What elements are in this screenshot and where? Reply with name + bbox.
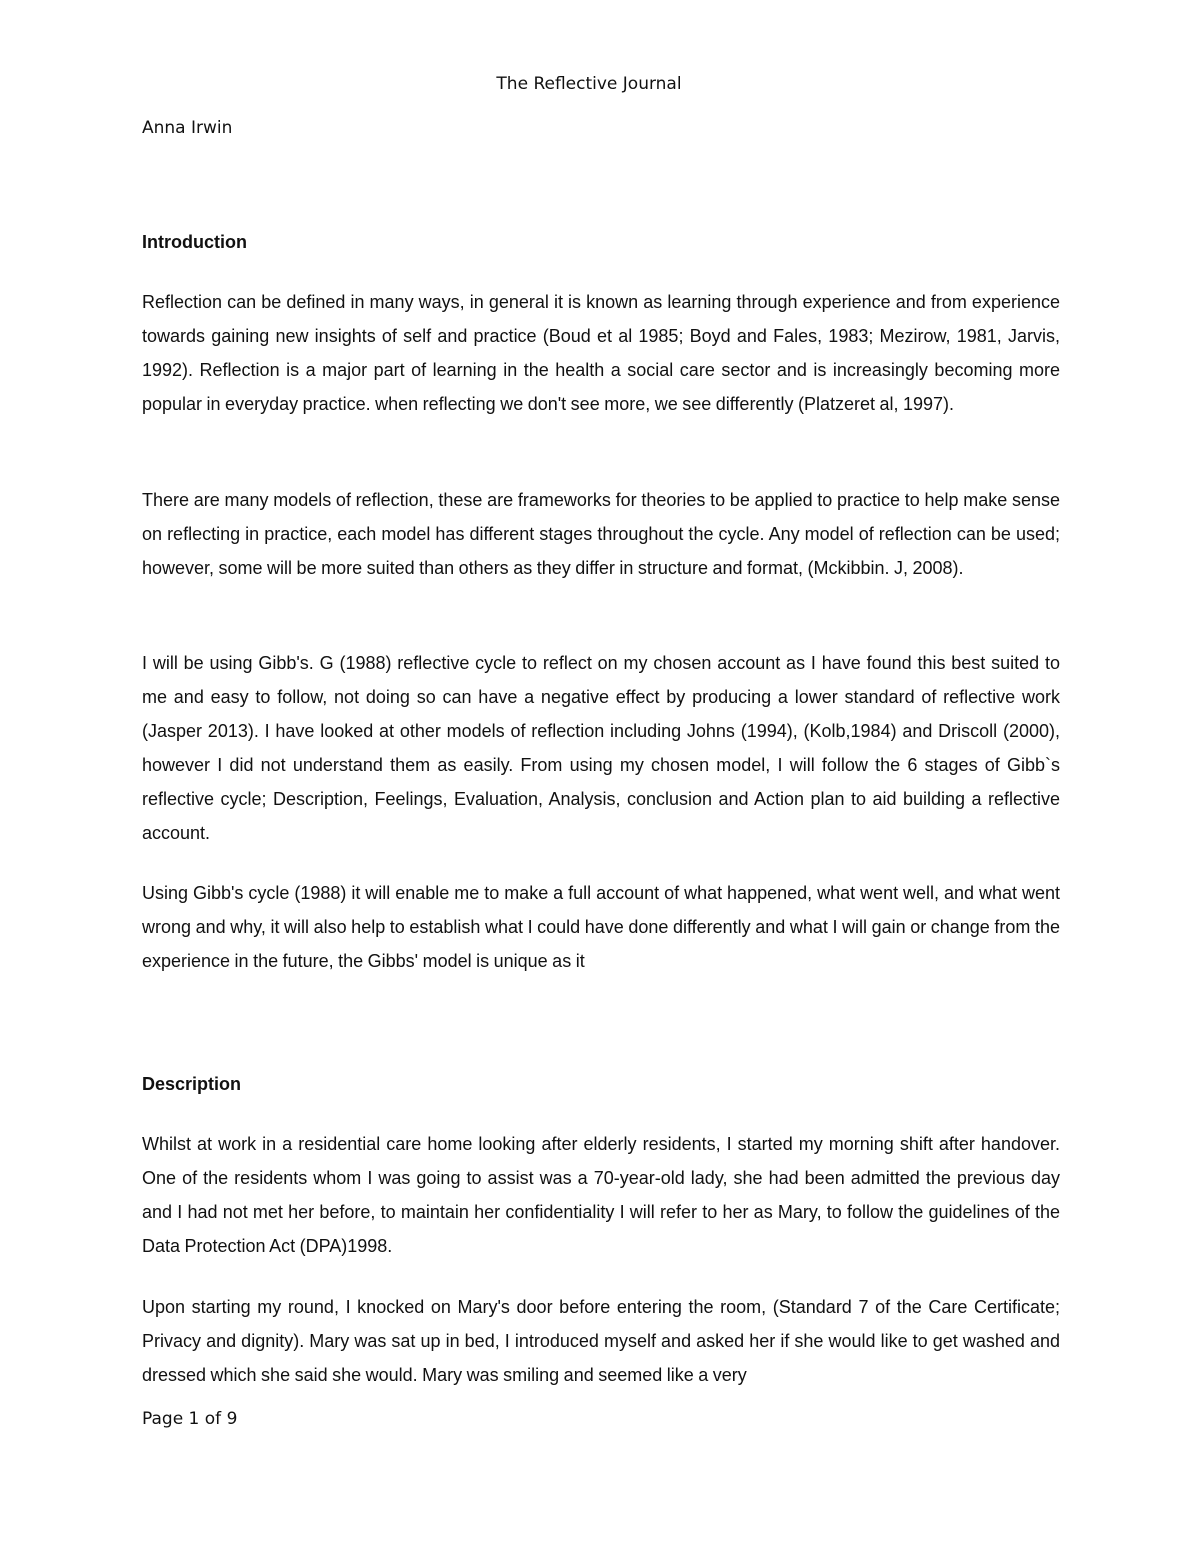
paragraph: There are many models of reflection, these are frameworks for theories to be applied to practice to help make sense on reflecting in practice, each model has different stages throughout the cycle. Any model of reflection can be used; however, some will be more suited than others as they differ in structure and format, (Mckibbin. J, 2008). — [142, 490, 1060, 578]
paragraph: Reflection can be defined in many ways, in general it is known as learning through experience and from experience towards gaining new insights of self and practice (Boud et al 1985; Boyd and Fales, 1983; Mezirow, 1981, Jarvis, 1992). Reflection is a major part of learning in the health a social care sector and is increasingly becoming more popular in everyday practice. when reflecting we don't see more, we see differently (Platzeret al, 1997). — [142, 292, 1060, 414]
section-heading-introduction: Introduction — [142, 232, 247, 252]
paragraph: Using Gibb's cycle (1988) it will enable me to make a full account of what happened, what went well, and what went wrong and why, it will also help to establish what I could have done differently and what I will gain or change from the experience in the future, the Gibbs' model is unique as it — [142, 883, 1060, 971]
paragraph: Upon starting my round, I knocked on Mary's door before entering the room, (Standard 7 of the Care Certificate; Privacy and dignity). Mary was sat up in bed, I introduced myself and asked her if she would like to get washed and dressed which she said she would. Mary was smiling and seemed like a very — [142, 1297, 1060, 1385]
author-name: Anna Irwin — [142, 118, 233, 138]
page-number-footer: Page 1 of 9 — [142, 1409, 238, 1429]
paragraph: Whilst at work in a residential care home looking after elderly residents, I started my morning shift after handover. One of the residents whom I was going to assist was a 70-year-old lady, she had been admitted the previous day and I had not met her before, to maintain her confidentiality I will refer to her as Mary, to follow the guidelines of the Data Protection Act (DPA)1998. — [142, 1134, 1060, 1256]
document-title: The Reflective Journal — [496, 74, 682, 94]
paragraph: I will be using Gibb's. G (1988) reflective cycle to reflect on my chosen account as I have found this best suited to me and easy to follow, not doing so can have a negative effect by producing a lower standard of reflective work (Jasper 2013). I have looked at other models of reflection including Johns (1994), (Kolb,1984) and Driscoll (2000), however I did not understand them as easily. From using my chosen model, I will follow the 6 stages of Gibb`s reflective cycle; Description, Feelings, Evaluation, Analysis, conclusion and Action plan to aid building a reflective account. — [142, 653, 1060, 843]
section-heading-description: Description — [142, 1074, 242, 1094]
